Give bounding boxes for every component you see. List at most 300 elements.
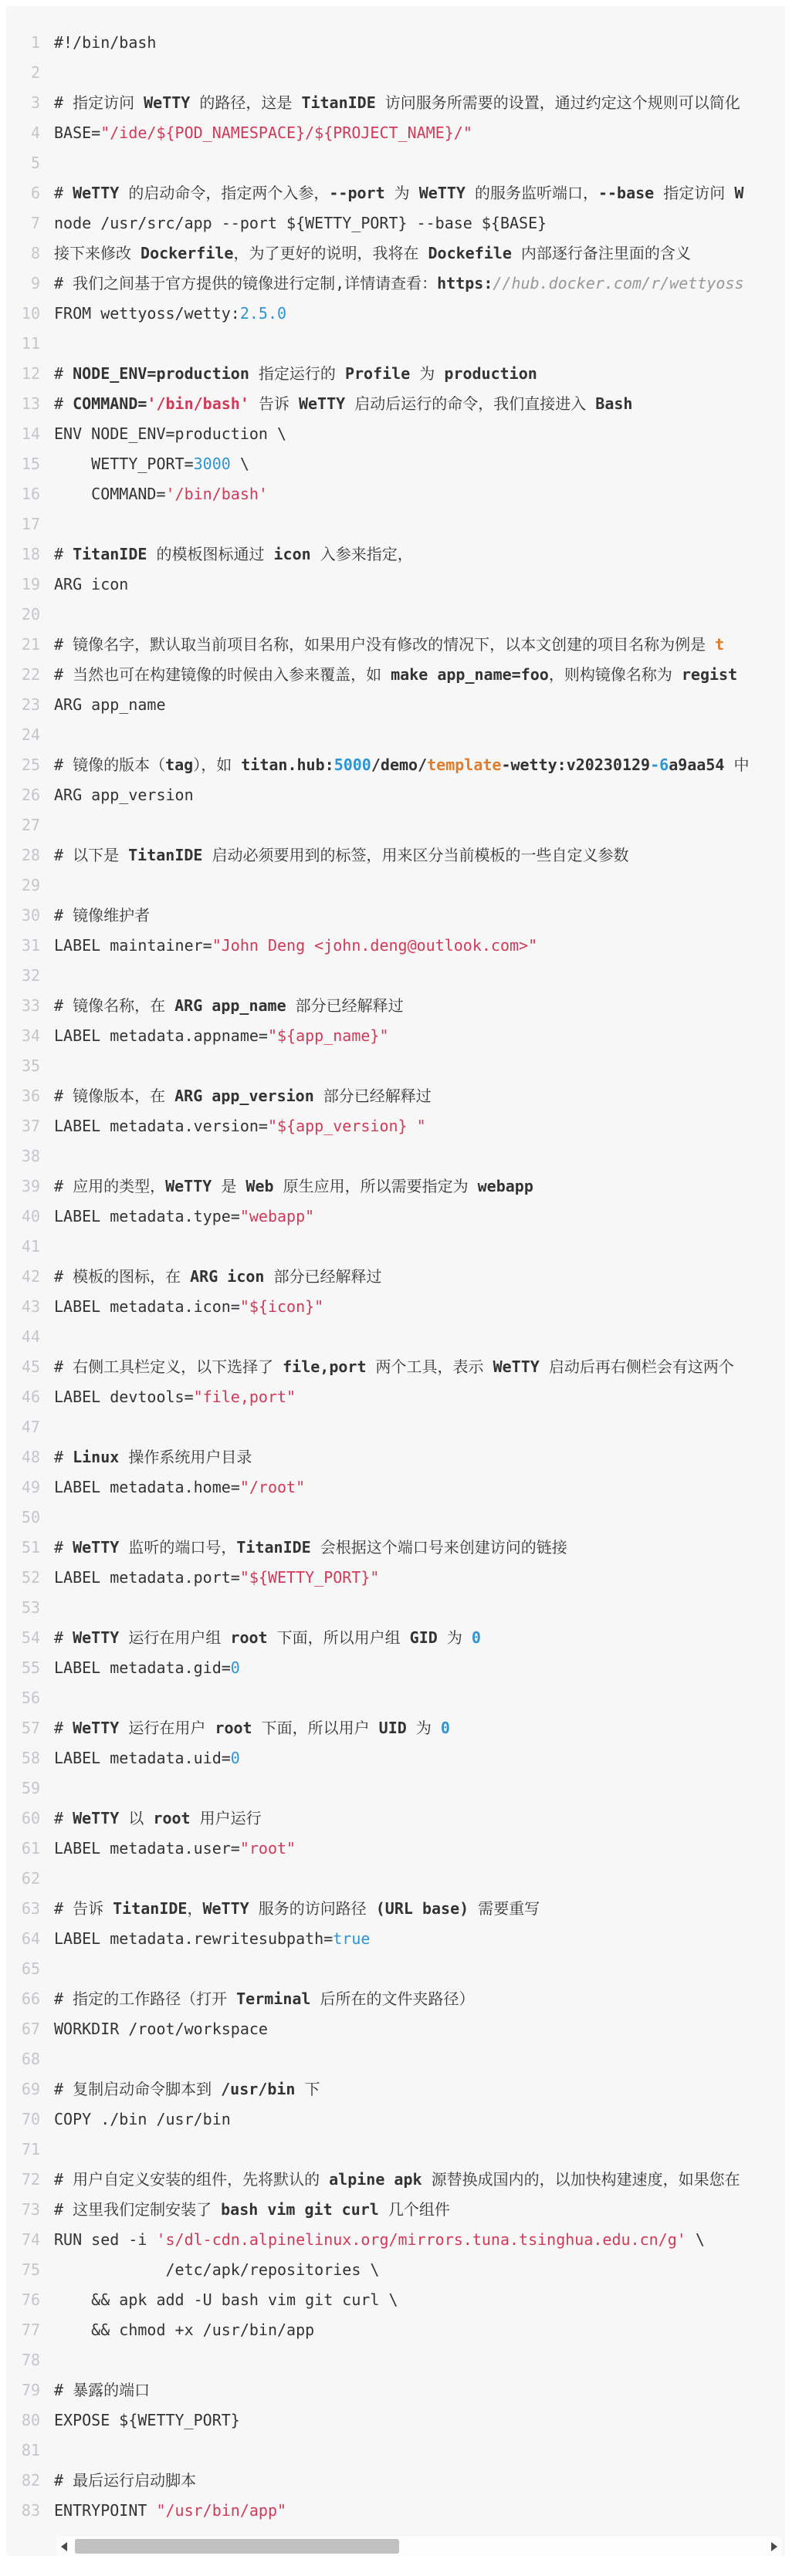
- code-token: # 告诉: [54, 1899, 113, 1918]
- code-token: ），如: [193, 756, 242, 774]
- code-token: make app_name=foo: [391, 665, 549, 684]
- line-number: 46: [21, 1388, 40, 1406]
- code-token: file,port: [283, 1357, 367, 1376]
- code-token: 几个组件: [378, 2200, 450, 2219]
- code-token: "${icon}": [239, 1297, 324, 1316]
- code-line: [54, 2436, 785, 2466]
- scrollbar-thumb[interactable]: [75, 2539, 399, 2554]
- code-token: LABEL metadata.appname=: [54, 1026, 268, 1045]
- code-token: #: [54, 1809, 73, 1827]
- code-token: BASE=: [54, 123, 101, 142]
- code-line: [54, 299, 785, 329]
- code-token: ARG app_name: [54, 695, 166, 714]
- code-token: #: [54, 545, 73, 563]
- code-token: production: [444, 364, 537, 383]
- code-token: ARG icon: [190, 1267, 265, 1286]
- line-number: 15: [21, 455, 40, 473]
- code-line: [54, 2285, 785, 2315]
- code-token: 指定运行的: [249, 364, 345, 383]
- code-token: # 复制启动命令脚本到: [54, 2080, 222, 2098]
- line-number: 56: [21, 1689, 40, 1707]
- code-token: 中: [724, 756, 750, 774]
- line-number-gutter: [6, 6, 40, 2556]
- code-token: COMMAND=: [73, 394, 147, 413]
- line-number: 35: [21, 1056, 40, 1075]
- code-token: # 最后运行启动脚本: [54, 2471, 197, 2490]
- code-token: NODE_ENV=production: [73, 364, 249, 383]
- code-token: 服务的访问路径: [249, 1899, 376, 1918]
- line-number: 63: [21, 1899, 40, 1918]
- code-token: # 镜像名称，在: [54, 996, 175, 1015]
- code-line: [54, 178, 785, 208]
- line-number: 7: [30, 214, 40, 232]
- line-number: 65: [21, 1959, 40, 1978]
- code-token: //hub.docker.com/r/wettyoss: [493, 274, 744, 292]
- code-token: 下面，所以用户组: [267, 1628, 410, 1647]
- code-token: #: [54, 1538, 73, 1557]
- code-line: [54, 1743, 785, 1773]
- line-number: 29: [21, 876, 40, 894]
- code-token: WeTTY: [73, 1809, 120, 1827]
- code-token: '/bin/bash': [165, 485, 268, 503]
- code-token: 指定访问: [654, 184, 735, 202]
- code-line: [54, 1713, 785, 1743]
- code-token: 0: [471, 1628, 481, 1647]
- code-line: [54, 449, 785, 479]
- line-number: 43: [21, 1297, 40, 1316]
- code-token: 0: [440, 1719, 450, 1737]
- code-line: [54, 1232, 785, 1262]
- code-token: tag: [165, 756, 194, 774]
- line-number: 31: [21, 936, 40, 955]
- line-number: 24: [21, 725, 40, 744]
- code-token: Linux: [73, 1448, 120, 1466]
- code-token: -wetty:v20230129: [501, 756, 651, 774]
- code-line: [54, 1924, 785, 1954]
- code-token: webapp: [477, 1177, 533, 1195]
- code-line: [54, 690, 785, 720]
- code-line: [54, 2315, 785, 2345]
- code-token: 3000: [193, 455, 231, 473]
- code-line: [54, 1472, 785, 1503]
- code-token: # 右侧工具栏定义，以下选择了: [54, 1357, 283, 1376]
- code-token: WeTTY: [165, 1177, 212, 1195]
- code-token: # 当然也可在构建镜像的时候由入参来覆盖，如: [54, 665, 391, 684]
- code-token: # 应用的类型，: [54, 1177, 166, 1195]
- scroll-right-arrow[interactable]: [771, 2542, 777, 2551]
- code-token: regist: [681, 665, 738, 684]
- code-token: icon: [273, 545, 311, 563]
- line-number: 67: [21, 2020, 40, 2038]
- code-token: LABEL metadata.home=: [54, 1478, 240, 1496]
- line-number: 21: [21, 635, 40, 654]
- code-line: [54, 2466, 785, 2496]
- code-line: [54, 1984, 785, 2014]
- code-token: ARG app_name: [174, 996, 286, 1015]
- line-number: 72: [21, 2170, 40, 2189]
- code-token: 运行在用户: [119, 1719, 215, 1737]
- code-line: [54, 1834, 785, 1864]
- code-token: ，为了更好的说明，我将在: [233, 244, 428, 262]
- code-token: 需要重写: [469, 1899, 540, 1918]
- code-token: ，: [187, 1899, 203, 1918]
- code-line: [54, 1382, 785, 1412]
- line-number: 1: [30, 33, 40, 52]
- line-number: 20: [21, 605, 40, 624]
- code-token: # 指定的工作路径（打开: [54, 1989, 237, 2008]
- code-token: #: [54, 1628, 73, 1647]
- code-token: t: [715, 635, 725, 654]
- line-number: 14: [21, 424, 40, 443]
- scroll-left-arrow[interactable]: [61, 2542, 67, 2551]
- code-token: LABEL metadata.uid=: [54, 1749, 231, 1767]
- code-token: TitanIDE: [113, 1899, 188, 1918]
- code-token: "${WETTY_PORT}": [239, 1568, 380, 1587]
- code-block: [6, 6, 785, 2556]
- code-token: 的启动命令，指定两个入参，: [119, 184, 330, 202]
- line-number: 36: [21, 1087, 40, 1105]
- line-number: 75: [21, 2260, 40, 2279]
- code-line: [54, 780, 785, 810]
- line-number: 41: [21, 1237, 40, 1256]
- code-token: # 模板的图标，在: [54, 1267, 191, 1286]
- line-number: 47: [21, 1418, 40, 1436]
- code-line: [54, 660, 785, 690]
- line-number: 5: [30, 154, 40, 172]
- code-token: 操作系统用户目录: [119, 1448, 252, 1466]
- code-token: WeTTY: [202, 1899, 249, 1918]
- line-number: 55: [21, 1658, 40, 1677]
- code-line: [54, 870, 785, 901]
- code-token: "file,port": [193, 1388, 296, 1406]
- code-line: [54, 720, 785, 750]
- code-token: && chmod +x /usr/bin/app: [54, 2321, 315, 2339]
- code-token: 告诉: [249, 394, 299, 413]
- code-token: WETTY_PORT=: [54, 455, 194, 473]
- code-token: Terminal: [236, 1989, 311, 2008]
- line-number: 80: [21, 2411, 40, 2429]
- line-number: 42: [21, 1267, 40, 1286]
- code-line: [54, 1051, 785, 1081]
- code-token: 以: [119, 1809, 154, 1827]
- code-token: ARG app_version: [174, 1087, 314, 1105]
- code-token: 启动后再右侧栏会有这两个: [539, 1357, 734, 1376]
- code-token: 会根据这个端口号来创建访问的链接: [310, 1538, 567, 1557]
- line-number: 78: [21, 2351, 40, 2369]
- code-token: # 这里我们定制安装了: [54, 2200, 222, 2219]
- code-token: ARG app_version: [54, 786, 194, 804]
- code-token: "/usr/bin/app": [156, 2501, 287, 2520]
- code-token: (URL base): [375, 1899, 469, 1918]
- horizontal-scrollbar[interactable]: [56, 2537, 782, 2556]
- line-number: 27: [21, 816, 40, 834]
- line-number: 66: [21, 1989, 40, 2008]
- line-number: 19: [21, 575, 40, 593]
- code-token: 接下来修改: [54, 244, 141, 262]
- code-token: # 镜像的版本（: [54, 756, 166, 774]
- code-token: 入参来指定，: [310, 545, 413, 563]
- code-token: Dockefile: [428, 244, 512, 262]
- code-token: ARG icon: [54, 575, 129, 593]
- line-number: 10: [21, 304, 40, 323]
- code-token: LABEL metadata.port=: [54, 1568, 240, 1587]
- code-token: 后所在的文件夹路径）: [310, 1989, 475, 2008]
- code-line: [54, 1202, 785, 1232]
- code-line: [54, 600, 785, 630]
- code-lines: [54, 28, 785, 2526]
- line-number: 38: [21, 1147, 40, 1165]
- code-token: WeTTY: [73, 1719, 120, 1737]
- code-line: [54, 1503, 785, 1533]
- code-token: #: [54, 364, 73, 383]
- code-token: 0: [230, 1749, 240, 1767]
- code-line: [54, 1954, 785, 1984]
- line-number: 4: [30, 123, 40, 142]
- line-number: 83: [21, 2501, 40, 2520]
- code-token: LABEL metadata.gid=: [54, 1658, 231, 1677]
- code-token: 2.5.0: [239, 304, 287, 323]
- code-line: [54, 1292, 785, 1322]
- code-line: [54, 2195, 785, 2225]
- code-line: [54, 1533, 785, 1563]
- code-token: 's/dl-cdn.alpinelinux.org/mirrors.tuna.tsinghua.edu.cn/g': [156, 2230, 686, 2249]
- line-number: 51: [21, 1538, 40, 1557]
- line-number: 28: [21, 846, 40, 864]
- line-number: 54: [21, 1628, 40, 1647]
- code-token: 下: [295, 2080, 320, 2098]
- code-token: LABEL metadata.version=: [54, 1117, 268, 1135]
- line-number: 17: [21, 515, 40, 533]
- code-token: LABEL maintainer=: [54, 936, 212, 955]
- line-number: 32: [21, 966, 40, 985]
- code-line: [54, 2014, 785, 2044]
- code-token: # 镜像版本，在: [54, 1087, 175, 1105]
- code-line: [54, 570, 785, 600]
- code-line: [54, 991, 785, 1021]
- code-line: [54, 1864, 785, 1894]
- line-number: 53: [21, 1598, 40, 1617]
- line-number: 71: [21, 2140, 40, 2158]
- line-number: 77: [21, 2321, 40, 2339]
- code-token: # 镜像维护者: [54, 906, 151, 925]
- code-token: W: [734, 184, 744, 202]
- line-number: 57: [21, 1719, 40, 1737]
- code-line: [54, 2104, 785, 2135]
- code-token: # 用户自定义安装的组件，先将默认的: [54, 2170, 330, 2189]
- code-line: [54, 2135, 785, 2165]
- line-number: 30: [21, 906, 40, 925]
- line-number: 61: [21, 1839, 40, 1858]
- code-line: [54, 1322, 785, 1352]
- code-token: COPY ./bin /usr/bin: [54, 2110, 231, 2128]
- code-token: template: [427, 756, 502, 774]
- line-number: 52: [21, 1568, 40, 1587]
- line-number: 60: [21, 1809, 40, 1827]
- code-token: "root": [239, 1839, 296, 1858]
- code-token: \: [230, 455, 249, 473]
- code-token: /usr/bin: [221, 2080, 296, 2098]
- code-token: TitanIDE: [73, 545, 147, 563]
- code-line: [54, 1141, 785, 1171]
- code-line: [54, 2225, 785, 2255]
- code-token: '/bin/bash': [147, 394, 249, 413]
- code-token: FROM wettyoss/wetty:: [54, 304, 240, 323]
- code-token: ENTRYPOINT: [54, 2501, 157, 2520]
- code-line: [54, 359, 785, 389]
- code-token: #: [54, 394, 73, 413]
- line-number: 25: [21, 756, 40, 774]
- line-number: 18: [21, 545, 40, 563]
- line-number: 23: [21, 695, 40, 714]
- line-number: 48: [21, 1448, 40, 1466]
- code-token: UID: [378, 1719, 407, 1737]
- code-token: WeTTY: [144, 93, 191, 112]
- line-number: 64: [21, 1929, 40, 1948]
- line-number: 74: [21, 2230, 40, 2249]
- code-token: 是: [212, 1177, 246, 1195]
- code-token: Profile: [344, 364, 411, 383]
- code-token: Bash: [595, 394, 633, 413]
- code-token: COMMAND=: [54, 485, 166, 503]
- code-token: WeTTY: [298, 394, 346, 413]
- code-token: # 暴露的端口: [54, 2381, 151, 2399]
- code-token: #: [54, 184, 73, 202]
- line-number: 39: [21, 1177, 40, 1195]
- code-token: --port: [329, 184, 385, 202]
- line-number: 16: [21, 485, 40, 503]
- line-number: 45: [21, 1357, 40, 1376]
- line-number: 11: [21, 334, 40, 353]
- code-token: 下面，所以用户: [252, 1719, 379, 1737]
- code-token: #: [54, 1719, 73, 1737]
- code-token: 部分已经解释过: [286, 996, 404, 1015]
- code-token: 源替换成国内的，以加快构建速度，如果您在: [422, 2170, 740, 2189]
- code-line: [54, 931, 785, 961]
- code-line: [54, 1593, 785, 1623]
- code-token: true: [333, 1929, 371, 1948]
- line-number: 70: [21, 2110, 40, 2128]
- code-line: [54, 810, 785, 840]
- code-token: #!/bin/bash: [54, 33, 157, 52]
- line-number: 26: [21, 786, 40, 804]
- code-line: [54, 118, 785, 148]
- code-token: LABEL metadata.rewritesubpath=: [54, 1929, 333, 1948]
- code-line: [54, 1773, 785, 1804]
- code-token: LABEL metadata.type=: [54, 1207, 240, 1225]
- code-token: TitanIDE: [301, 93, 376, 112]
- code-line: [54, 1623, 785, 1653]
- code-area: [40, 6, 785, 2556]
- code-token: /etc/apk/repositories \: [54, 2260, 380, 2279]
- code-token: https:: [437, 274, 493, 292]
- code-token: 启动后运行的命令，我们直接进入: [345, 394, 596, 413]
- code-line: [54, 419, 785, 449]
- code-token: 5000: [333, 756, 371, 774]
- code-token: Web: [245, 1177, 274, 1195]
- code-token: -6: [650, 756, 669, 774]
- line-number: 3: [30, 93, 40, 112]
- code-line: [54, 1563, 785, 1593]
- line-number: 37: [21, 1117, 40, 1135]
- code-token: 内部逐行备注里面的含义: [511, 244, 691, 262]
- code-token: 部分已经解释过: [313, 1087, 432, 1105]
- line-number: 40: [21, 1207, 40, 1225]
- code-token: WeTTY: [73, 184, 120, 202]
- code-line: [54, 1442, 785, 1472]
- code-token: 启动必须要用到的标签，用来区分当前模板的一些自定义参数: [202, 846, 629, 864]
- code-line: [54, 750, 785, 780]
- line-number: 44: [21, 1327, 40, 1346]
- code-line: [54, 1021, 785, 1051]
- code-token: TitanIDE: [236, 1538, 311, 1557]
- code-line: [54, 208, 785, 238]
- code-token: 0: [230, 1658, 240, 1677]
- code-token: ，则构镜像名称为: [548, 665, 682, 684]
- code-line: [54, 1352, 785, 1382]
- code-token: alpine apk: [329, 2170, 422, 2189]
- code-line: [54, 88, 785, 118]
- code-token: WeTTY: [73, 1628, 120, 1647]
- code-token: root: [215, 1719, 252, 1737]
- code-line: [54, 630, 785, 660]
- code-line: [54, 329, 785, 359]
- code-token: "${app_name}": [267, 1026, 389, 1045]
- line-number: 59: [21, 1779, 40, 1797]
- code-token: 为: [437, 1628, 472, 1647]
- code-token: 两个工具，表示: [366, 1357, 493, 1376]
- code-token: "/root": [239, 1478, 306, 1496]
- code-token: 原生应用，所以需要指定为: [273, 1177, 478, 1195]
- code-token: 访问服务所需要的设置，通过约定这个规则可以简化: [375, 93, 740, 112]
- code-token: 监听的端口号，: [119, 1538, 237, 1557]
- code-token: 的模板图标通过: [147, 545, 274, 563]
- line-number: 73: [21, 2200, 40, 2219]
- code-line: [54, 1894, 785, 1924]
- line-number: 81: [21, 2441, 40, 2459]
- code-token: "${app_version} ": [267, 1117, 426, 1135]
- code-token: LABEL metadata.user=: [54, 1839, 240, 1858]
- code-line: [54, 2405, 785, 2436]
- code-token: LABEL metadata.icon=: [54, 1297, 240, 1316]
- code-line: [54, 58, 785, 88]
- code-token: LABEL devtools=: [54, 1388, 194, 1406]
- line-number: 69: [21, 2080, 40, 2098]
- code-line: [54, 2255, 785, 2285]
- code-token: ENV NODE_ENV=production \: [54, 424, 287, 443]
- code-line: [54, 2165, 785, 2195]
- code-line: [54, 28, 785, 58]
- code-token: TitanIDE: [128, 846, 203, 864]
- line-number: 49: [21, 1478, 40, 1496]
- code-token: 运行在用户组: [119, 1628, 231, 1647]
- code-token: 用户运行: [190, 1809, 262, 1827]
- code-line: [54, 1081, 785, 1111]
- code-token: WORKDIR /root/workspace: [54, 2020, 268, 2038]
- line-number: 22: [21, 665, 40, 684]
- code-token: 为: [406, 1719, 441, 1737]
- code-token: node /usr/src/app --port ${WETTY_PORT} --base ${BASE}: [54, 214, 547, 232]
- code-line: [54, 2375, 785, 2405]
- code-line: [54, 539, 785, 570]
- code-token: a9aa54: [669, 756, 725, 774]
- line-number: 62: [21, 1869, 40, 1888]
- code-token: 为: [410, 364, 445, 383]
- line-number: 58: [21, 1749, 40, 1767]
- code-token: "John Deng <john.deng@outlook.com>": [212, 936, 538, 955]
- code-token: --base: [598, 184, 655, 202]
- line-number: 50: [21, 1508, 40, 1526]
- code-line: [54, 269, 785, 299]
